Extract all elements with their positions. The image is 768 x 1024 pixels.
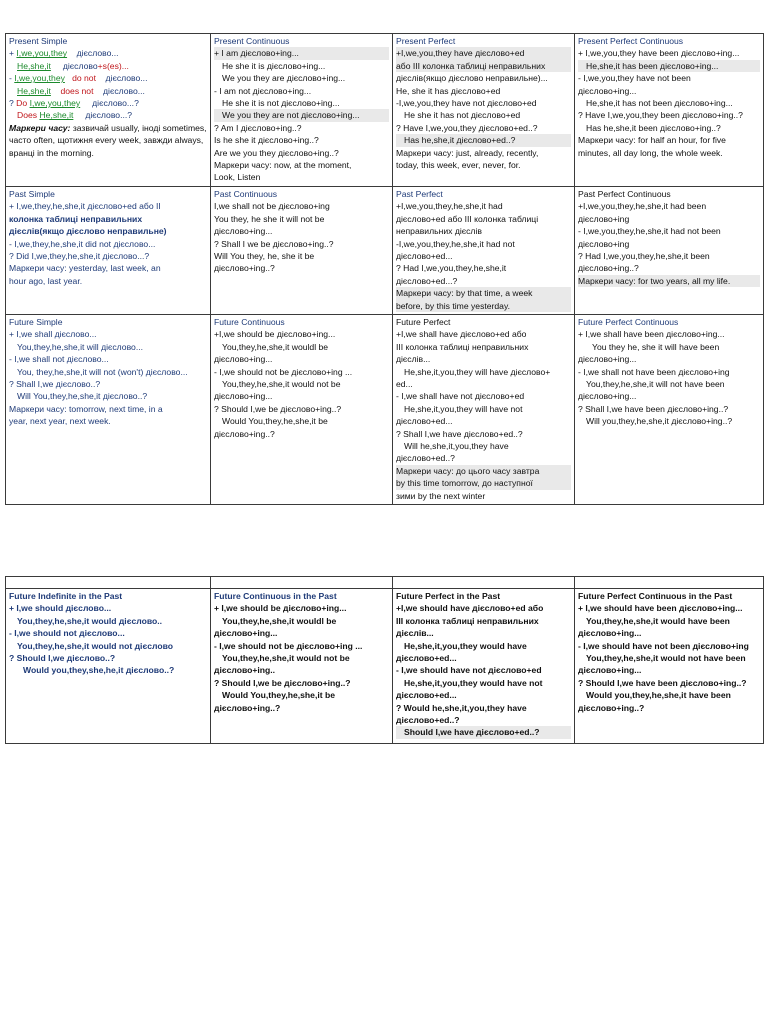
rule-line: дієслово+ed або III колонка таблиці (396, 213, 539, 224)
rule-line: He she it has not дієслово+ed (404, 110, 521, 121)
rule-line: You they, he she it will not be (214, 213, 325, 224)
cell-title: Future Continuous (214, 317, 285, 327)
future-perfect-continuous-cell (575, 315, 764, 505)
rule-line: ? Shall I,we have дієслово+ed..? (396, 428, 523, 439)
rule-line: You,they,he,she,it would not дієслово (17, 640, 173, 651)
rule-line: III колонка таблиці неправильних (396, 341, 529, 352)
subject: He,she,it (17, 60, 51, 71)
rule-line: дієслово+ed... (396, 416, 453, 427)
rule-line: + I,we should дієслово... (9, 603, 112, 614)
cell-title: Present Simple (9, 36, 68, 46)
cell-title: Future Continuous in the Past (214, 591, 337, 601)
rule-line: дієслів... (396, 354, 431, 365)
cell-title: Future Simple (9, 317, 63, 327)
rule-line: Has he,she,it дієслово+ed..? (396, 134, 571, 146)
cell-title: Future Perfect (396, 317, 451, 327)
rule-line: дієслів(якщо дієслово неправильне) (9, 226, 167, 237)
rule-line: Should I,we have дієслово+ed..? (396, 726, 571, 738)
rule-line: + I,we shall have been дієслово+ing... (578, 329, 725, 340)
auxiliary: Does (17, 110, 38, 121)
verb: дієслово...? (85, 110, 133, 121)
rule-line: + I,we should have been дієслово+ing... (578, 603, 743, 614)
rule-line: You,they,he,she,it will not have been (586, 379, 725, 390)
subject: I,we,you,they (16, 48, 68, 59)
rule-line: дієслово+ing... (578, 85, 637, 96)
rule-line: дієслово+ing... (214, 628, 278, 639)
rule-line: -I,we,you,they,he,she,it had not (396, 238, 515, 249)
rule-line: Would You,they,he,she,it be (222, 416, 328, 427)
rule-line: - I,we shall not have been дієслово+ing (578, 366, 730, 377)
rule-line: Would You,they,he,she,it be (222, 690, 336, 701)
rule-line: You,they,he,she,it would not have been (586, 653, 746, 664)
rule-line: He,she,it has not been дієслово+ing... (586, 98, 733, 109)
rule-line: дієслово+ed..? (396, 453, 455, 464)
verb: дієслово... (103, 85, 145, 96)
rule-line: He she it is not дієслово+ing... (222, 98, 340, 109)
markers-line: hour ago, last year. (9, 275, 83, 286)
past-simple-cell (6, 187, 211, 315)
rule-line: - I,we should not be дієслово+ing ... (214, 640, 363, 651)
rule-line: Would you,they,he,she,it have been (586, 690, 731, 701)
rule-line: You,they,he,she,it would дієслово.. (17, 615, 163, 626)
rule-line: дієслово+ing (578, 238, 630, 249)
markers-line: year, next year, next week. (9, 416, 111, 427)
rule-line: Are we you they дієслово+ing..? (214, 147, 339, 158)
rule-line: + I am дієслово+ing... (214, 47, 389, 59)
future-in-past-table (5, 576, 764, 744)
rule-line: +I,we should be дієслово+ing... (214, 329, 336, 340)
rule-line: ? Should I,we be дієслово+ing..? (214, 677, 351, 688)
rule-line: дієслово+ing..? (578, 702, 645, 713)
rule-line: - I,we shall have not дієслово+ed (396, 391, 525, 402)
markers-line: Маркери часу: до цього часу завтра (396, 465, 571, 477)
rule-line: ed... (396, 379, 413, 390)
rule-line: ? Should I,we дієслово..? (9, 653, 116, 664)
rule-line: ? Shall I,we дієслово..? (9, 379, 101, 390)
rule-line: ? Had I,we,you,they,he,she,it (396, 263, 507, 274)
rule-line: - I,we should not дієслово... (9, 628, 125, 639)
rule-line: дієслово+ed...? (396, 275, 458, 286)
sign: ? (9, 98, 14, 109)
future-indefinite-in-the-past-cell (6, 589, 211, 744)
rule-line: - I,we,they,he,she,it did not дієслово... (9, 238, 156, 249)
rule-line: He,she,it,you,they will have not (404, 403, 523, 414)
rule-line: дієслово+ing..? (578, 263, 639, 274)
cell-title: Future Indefinite in the Past (9, 591, 123, 601)
present-simple-cell (6, 34, 211, 187)
rule-line: He, she it has дієслово+ed (396, 85, 501, 96)
rule-line: - I am not дієслово+ing... (214, 85, 312, 96)
rule-line: Will you,they,he,she,it дієслово+ing..? (586, 416, 733, 427)
rule-line: дієслово+ed... (396, 653, 457, 664)
rule-line: +I,we should have дієслово+ed або (396, 603, 544, 614)
rule-line: You they he, she it will have been (592, 341, 720, 352)
rule-line: He,she,it,you,they would have (404, 640, 527, 651)
rule-line: ? Shall I we be дієслово+ing..? (214, 238, 334, 249)
rule-line: + I,we,they,he,she,it дієслово+ed або II (9, 201, 161, 212)
rule-line: We you they are дієслово+ing... (222, 73, 346, 84)
rule-line: You,they,he,she,it wouldl be (222, 615, 337, 626)
rule-line: - I,we shall not дієслово... (9, 354, 109, 365)
rule-line: дієслово+ing..? (214, 263, 275, 274)
markers-line: minutes, all day long, the whole week. (578, 147, 723, 158)
rule-line: ? Should I,we have been дієслово+ing..? (578, 677, 747, 688)
rule-line: дієслово+ing... (578, 391, 637, 402)
past-perfect-cell (393, 187, 575, 315)
rule-line: - I,we,you,they,he,she,it had not been (578, 226, 721, 237)
rule-line: ? Did I,we,they,he,she,it дієслово...? (9, 251, 150, 262)
rule-line: неправильних дієслів (396, 226, 482, 237)
rule-line: +I,we,you,they,he,she,it had been (578, 201, 707, 212)
rule-line: або III колонка таблиці неправильних (396, 60, 571, 72)
auxiliary: does not (60, 85, 94, 96)
rule-line: You,they,he,she,it wouldl be (222, 341, 329, 352)
rule-line: You,they,he,she,it would not be (222, 653, 350, 664)
present-continuous-cell (211, 34, 393, 187)
rule-line: Will You,they,he,she,it дієслово..? (17, 391, 148, 402)
cell-title: Future Perfect Continuous (578, 317, 679, 327)
rule-line: You,they,he,she,it would have been (586, 615, 730, 626)
rule-line: дієслово+ing... (578, 354, 637, 365)
rule-line: дієслово+ing... (214, 226, 273, 237)
rule-line: You,they,he,she,it would not be (222, 379, 341, 390)
rule-line: ? Had I,we,you,they,he,she,it been (578, 251, 710, 262)
past-perfect-continuous-cell (575, 187, 764, 315)
rule-line: ? Should I,we be дієслово+ing..? (214, 403, 342, 414)
rule-line: дієслів(якщо дієслово неправильне)... (396, 73, 548, 84)
cell-title: Present Continuous (214, 36, 290, 46)
verb: дієслово (62, 60, 98, 71)
future-perfect-cell (393, 315, 575, 505)
rule-line: колонка таблиці неправильних (9, 213, 143, 224)
future-simple-cell (6, 315, 211, 505)
future-perfect-in-the-past-cell (393, 589, 575, 744)
rule-line: ? Would he,she,it,you,they have (396, 702, 527, 713)
rule-line: +I,we,you,they have дієслово+ed (396, 47, 571, 59)
rule-line: дієслово+ing.. (214, 665, 276, 676)
markers-line: by this time tomorrow, до наступної (396, 477, 571, 489)
cell-title: Future Perfect Continuous in the Past (578, 591, 733, 601)
cell-title: Present Perfect (396, 36, 456, 46)
rule-line: Is he she it дієслово+ing..? (214, 135, 319, 146)
markers-line: Маркери часу: just, already, recently, (396, 147, 539, 158)
markers-line: Look, Listen (214, 172, 261, 183)
future-continuous-in-the-past-cell (211, 589, 393, 744)
cell-title: Present Perfect Continuous (578, 36, 684, 46)
markers-line: today, this week, ever, never, for. (396, 160, 521, 171)
markers-line: Маркери часу: by that time, a week (396, 287, 571, 299)
rule-line: - I,we should have not been дієслово+ing (578, 640, 749, 651)
rule-line: -I,we,you,they have not дієслово+ed (396, 98, 537, 109)
rule-line: We you they are not дієслово+ing... (214, 109, 389, 121)
rule-line: ? Have I,we,you,they дієслово+ed..? (396, 122, 538, 133)
rule-line: You, they,he,she,it will not (won't) дієслово... (17, 366, 188, 377)
rule-line: дієслово+ed..? (396, 715, 460, 726)
rule-line: дієслово+ing..? (214, 428, 275, 439)
future-perfect-continuous-in-the-past-cell (575, 589, 764, 744)
auxiliary: Do (16, 98, 28, 109)
rule-line: + I,we shall дієслово... (9, 329, 97, 340)
verb: дієслово...? (92, 98, 139, 109)
rule-line: ? Shall I,we have been дієслово+ing..? (578, 403, 729, 414)
rule-line: He,she,it has been дієслово+ing... (578, 60, 760, 72)
rule-line: дієслово+ing... (578, 665, 642, 676)
rule-line: ? Am I дієслово+ing..? (214, 122, 302, 133)
rule-line: He,she,it,you,they would have not (404, 677, 543, 688)
rule-line: +I,we,you,they,he,she,it had (396, 201, 503, 212)
markers-line: Маркери часу: tomorrow, next time, in a (9, 403, 163, 414)
cell-title: Future Perfect in the Past (396, 591, 501, 601)
markers-label: Маркери часу: (9, 122, 71, 133)
sign: - (9, 73, 12, 84)
rule-line: I,we shall not be дієслово+ing (214, 201, 330, 212)
rule-line: дієслово+ing... (214, 354, 273, 365)
rule-line: He she it is дієслово+ing... (222, 60, 326, 71)
cell-title: Past Perfect Continuous (578, 189, 671, 199)
subject: I,we,you,they (29, 98, 81, 109)
rule-line: - I,we should not be дієслово+ing ... (214, 366, 353, 377)
rule-line: Has he,she,it been дієслово+ing..? (586, 122, 721, 133)
verb: дієслово... (76, 48, 119, 59)
rule-line: +I,we shall have дієслово+ed або (396, 329, 527, 340)
future-continuous-cell (211, 315, 393, 505)
markers-line: Маркери часу: now, at the moment, (214, 160, 352, 171)
tenses-table (5, 33, 764, 505)
rule-line: - I,we should have not дієслово+ed (396, 665, 542, 676)
rule-line: дієслово+ed... (396, 690, 457, 701)
cell-title: Past Continuous (214, 189, 278, 199)
markers-line: Маркери часу: for two years, all my life. (578, 275, 760, 287)
subject: He,she,it (39, 110, 74, 121)
rule-line: You,they,he,she,it will дієслово... (17, 341, 143, 352)
cell-title: Past Simple (9, 189, 55, 199)
empty-header-cell (211, 577, 393, 589)
rule-line: He,she,it,you,they will have дієслово+ (404, 366, 551, 377)
rule-line: ? Have I,we,you,they been дієслово+ing..? (578, 110, 743, 121)
markers-line: зими by the next winter (396, 490, 486, 501)
sign: + (9, 48, 15, 59)
markers-line: Маркери часу: yesterday, last week, an (9, 263, 161, 274)
rule-line: Will You they, he, she it be (214, 251, 315, 262)
markers-text: зазвичай usually, іноді sometimes, часто often, щотижня every week, завжди always, вранці in the morning. (9, 122, 207, 158)
cell-title: Past Perfect (396, 189, 443, 199)
empty-header-cell (575, 577, 764, 589)
rule-line: III колонка таблиці неправильних (396, 615, 539, 626)
past-continuous-cell (211, 187, 393, 315)
empty-header-cell (6, 577, 211, 589)
rule-line: дієслово+ing... (578, 628, 642, 639)
rule-line: + I,we should be дієслово+ing... (214, 603, 347, 614)
subject: He,she,it (17, 85, 51, 96)
rule-line: дієслів... (396, 628, 434, 639)
auxiliary: do not (72, 73, 96, 84)
rule-line: Will he,she,it,you,they have (404, 441, 509, 452)
subject: I,we,you,they (14, 73, 65, 84)
rule-line: дієслово+ing (578, 213, 630, 224)
rule-line: + I,we,you,they have been дієслово+ing... (578, 48, 740, 59)
empty-header-cell (393, 577, 575, 589)
rule-line: дієслово+ed... (396, 251, 453, 262)
verb: дієслово... (105, 73, 148, 84)
present-perfect-cell (393, 34, 575, 187)
verb-ending: +s(es)... (97, 60, 129, 71)
markers-line: Маркери часу: for half an hour, for five (578, 135, 726, 146)
rule-line: дієслово+ing... (214, 391, 273, 402)
present-perfect-continuous-cell (575, 34, 764, 187)
rule-line: дієслово+ing..? (214, 702, 281, 713)
rule-line: Would you,they,she,he,it дієслово..? (23, 665, 175, 676)
markers-line: before, by this time yesterday. (396, 300, 571, 312)
rule-line: - I,we,you,they have not been (578, 73, 691, 84)
